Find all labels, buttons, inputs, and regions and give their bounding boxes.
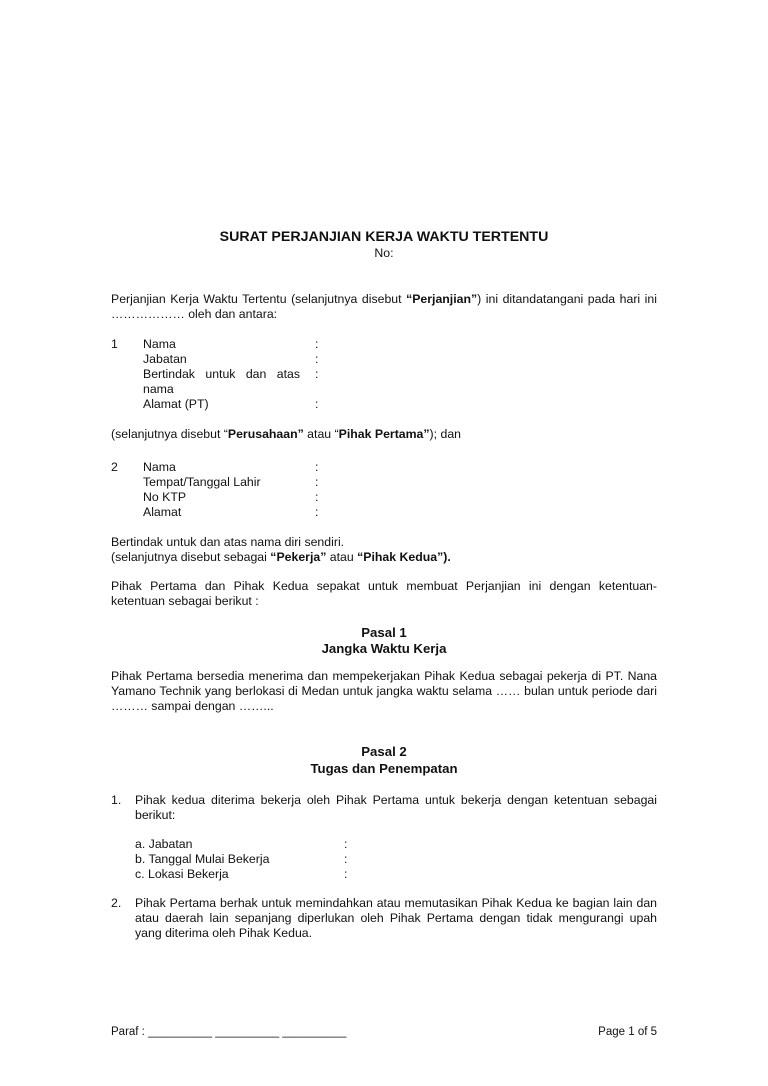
party1-number: 1 bbox=[111, 337, 118, 351]
party1-field-bertindak: Bertindak untuk dan atas bbox=[143, 367, 300, 381]
party1-field-nama: Nama bbox=[143, 337, 176, 351]
party1-note-pre: (selanjutnya disebut “ bbox=[111, 427, 228, 441]
party1-colon: : bbox=[315, 397, 319, 411]
party1-note bbox=[111, 427, 461, 442]
party2-field-ttl: Tempat/Tanggal Lahir bbox=[143, 475, 261, 489]
party1-note-bold2: Pihak Pertama” bbox=[338, 427, 430, 441]
footer-page-number: Page 1 of 5 bbox=[598, 1026, 657, 1038]
pasal2-subfield-tanggal: b. Tanggal Mulai Bekerja bbox=[135, 852, 270, 866]
party2-note-line2 bbox=[111, 550, 451, 565]
party2-field-alamat: Alamat bbox=[143, 505, 182, 519]
party2-note-mid: atau bbox=[326, 550, 358, 564]
party2-colon: : bbox=[315, 475, 319, 489]
pasal2-item2-text: Pihak Pertama berhak untuk memindahkan atau memutasikan Pihak Kedua ke bagian lain dan atau daerah lain sepanjang diperlukan oleh Pihak Pertama dengan tidak mengurangi upah yang diterima oleh Pihak Kedua. bbox=[135, 896, 657, 940]
document-number-label: No: bbox=[374, 246, 394, 260]
party2-colon: : bbox=[315, 460, 319, 474]
footer-paraf: Paraf : __________ __________ __________ bbox=[111, 1026, 347, 1038]
party2-note-bold2: “Pihak Kedua” bbox=[357, 550, 444, 564]
pasal2-colon: : bbox=[344, 867, 348, 881]
party1-colon: : bbox=[315, 367, 319, 381]
party1-field-jabatan: Jabatan bbox=[143, 352, 187, 366]
pasal1-label: Pasal 1 bbox=[361, 625, 407, 640]
pasal1-heading: Jangka Waktu Kerja bbox=[321, 641, 447, 656]
party2-colon: : bbox=[315, 490, 319, 504]
pasal2-heading: Tugas dan Penempatan bbox=[310, 761, 458, 776]
intro-text-pre: Perjanjian Kerja Waktu Tertentu (selanjutnya disebut bbox=[111, 292, 407, 306]
pasal2-item2-number: 2. bbox=[111, 896, 122, 910]
pasal2-subfield-lokasi: c. Lokasi Bekerja bbox=[135, 867, 229, 881]
pasal2-colon: : bbox=[344, 837, 348, 851]
intro-text-post: ) ini ditandatangani pada hari ini ……………… oleh dan antara: bbox=[111, 292, 657, 321]
party2-note-pre: (selanjutnya disebut sebagai bbox=[111, 550, 271, 564]
party2-field-ktp: No KTP bbox=[143, 490, 187, 504]
party1-field-nama-cont: nama bbox=[143, 382, 174, 396]
pasal2-colon: : bbox=[344, 852, 348, 866]
pasal2-label: Pasal 2 bbox=[361, 744, 407, 759]
party1-note-mid: atau “ bbox=[303, 427, 339, 441]
party2-colon: : bbox=[315, 505, 319, 519]
party1-field-alamat: Alamat (PT) bbox=[143, 397, 209, 411]
pasal1-text: Pihak Pertama bersedia menerima dan mempekerjakan Pihak Kedua sebagai pekerja di PT. Nana Yamano Technik yang berlokasi di Medan untuk jangka waktu selama …… bulan untuk periode dari ……… sampai dengan ……... bbox=[111, 669, 657, 713]
party1-colon: : bbox=[315, 337, 319, 351]
party2-note-bold1: “Pekerja” bbox=[270, 550, 327, 564]
agreement-paragraph: Pihak Pertama dan Pihak Kedua sepakat untuk membuat Perjanjian ini dengan ketentuan-ketentuan sebagai berikut : bbox=[111, 579, 657, 608]
intro-paragraph bbox=[111, 292, 657, 322]
party2-note-post: ). bbox=[443, 550, 451, 564]
pasal2-subfield-jabatan: a. Jabatan bbox=[135, 837, 193, 851]
document-title: SURAT PERJANJIAN KERJA WAKTU TERTENTU bbox=[219, 229, 549, 245]
pasal2-item1-text: Pihak kedua diterima bekerja oleh Pihak Pertama untuk bekerja dengan ketentuan sebagai berikut: bbox=[135, 793, 657, 822]
party1-note-post: ); dan bbox=[429, 427, 461, 441]
party2-field-nama: Nama bbox=[143, 460, 176, 474]
pasal2-item1-number: 1. bbox=[111, 793, 122, 807]
party1-colon: : bbox=[315, 352, 319, 366]
party2-note-line1: Bertindak untuk dan atas nama diri sendiri. bbox=[111, 535, 345, 549]
intro-text-bold: “Perjanjian” bbox=[406, 292, 478, 306]
party2-number: 2 bbox=[111, 460, 118, 474]
party1-note-bold1: Perusahaan” bbox=[227, 427, 304, 441]
